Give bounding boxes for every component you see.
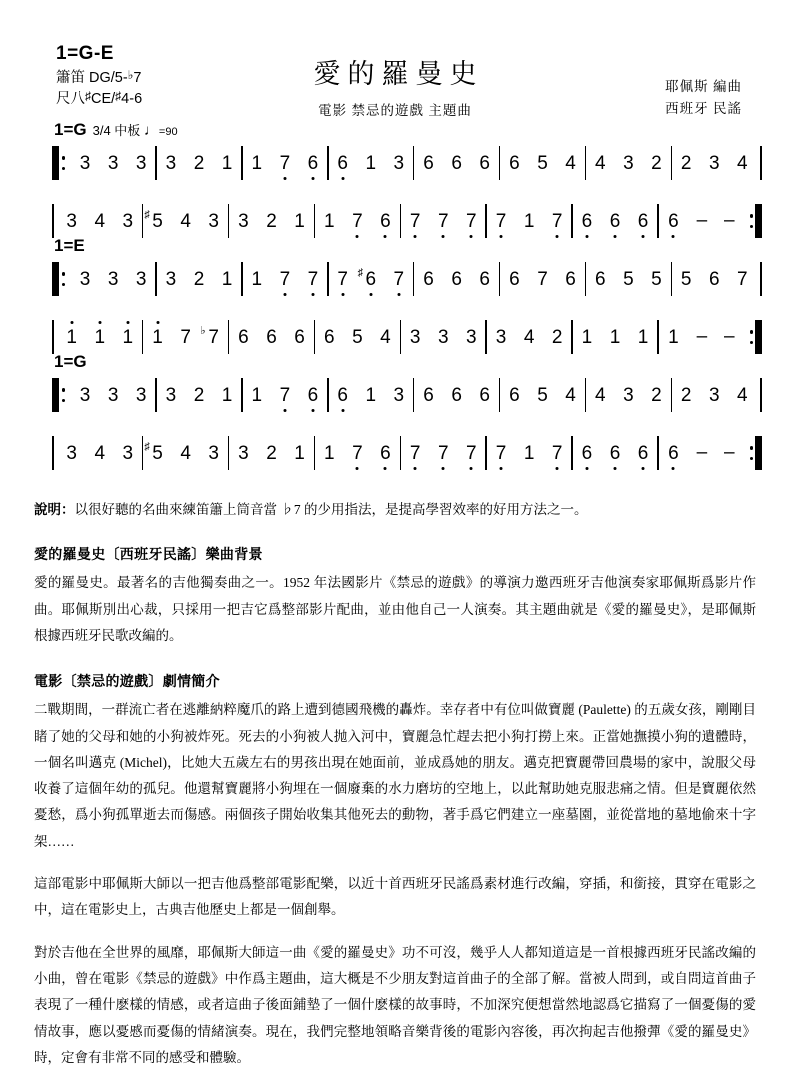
end-barline — [760, 378, 762, 412]
note: 4 — [737, 152, 748, 174]
note: 7 — [279, 152, 291, 174]
repeat-dots — [750, 204, 753, 238]
barline — [57, 262, 59, 296]
note: 6 — [423, 152, 434, 174]
note: 3 — [107, 152, 119, 174]
note: 6 — [451, 384, 462, 406]
measure — [243, 154, 327, 173]
note: 1 — [637, 326, 649, 348]
note: 3 — [238, 210, 249, 232]
note: 7 — [279, 268, 291, 290]
note: 7 — [393, 268, 405, 290]
measure — [586, 154, 670, 173]
note: 6 — [581, 210, 593, 232]
note: 6 — [266, 326, 277, 348]
barline — [57, 378, 59, 412]
shakuhachi-mid: CE/ — [91, 90, 116, 107]
flat-symbol: ♭ — [127, 67, 134, 82]
note: 3 — [66, 442, 77, 464]
measure — [573, 212, 657, 231]
note: 6 — [479, 384, 490, 406]
end-barline — [760, 262, 762, 296]
credits-block — [665, 76, 742, 121]
measure — [58, 328, 142, 347]
section-paragraph: 對於吉他在全世界的風靡，耶佩斯大師這一曲《愛的羅曼史》功不可沒，幾乎人人都知道這是一首根據西班牙民謠改編的小曲，曾在電影《禁忌的遊戲》中作爲主題曲，這大概是不少朋友對這首曲子的全部了解。當被人問到，或自問這首曲子表現了一種什麽樣的情感，或者這曲子後面鋪墊了一個什麽樣的故事時，不加深究便想當然地認爲它描寫了一個憂傷的愛情故事，應以憂慼而憂傷的情緒演奏。現在，我們完整地領略音樂背後的電影內容後，再次拘起吉他撥彈《愛的羅曼史》時，定會有非常不同的感受和體驗。 — [34, 944, 756, 1065]
note: 3 — [135, 384, 147, 406]
measure — [573, 444, 657, 463]
staff-row — [52, 146, 762, 180]
note: 7 — [337, 268, 348, 290]
note: 4 — [737, 384, 748, 406]
repeat-dots — [750, 320, 753, 354]
repeat-end-barline — [747, 436, 762, 470]
key-signature-main: 1=G-E — [56, 43, 114, 64]
note: 6 — [423, 384, 434, 406]
note: 6 — [509, 268, 520, 290]
note: 1 — [523, 210, 535, 232]
note: 2 — [680, 384, 692, 406]
section-paragraph: 愛的羅曼史。最著名的吉他獨奏曲之一。1952 年法國影片《禁忌的遊戲》的導演力邀西班牙吉他演奏家耶佩斯爲影片作曲。耶佩斯別出心裁，只採用一把吉它爲整部影片配曲，並由他自己一人演奏。其主題曲就是《愛的羅曼史》，是耶佩斯根據西班牙民歌改編的。 — [34, 575, 756, 643]
explanation-line — [34, 498, 756, 522]
note: 7 — [495, 442, 507, 464]
measure — [157, 270, 241, 289]
page-title: 愛的羅曼史 — [313, 59, 484, 89]
note: 7 — [495, 210, 507, 232]
note: 2 — [193, 384, 205, 406]
measure — [586, 386, 670, 405]
explanation-text: 以很好聽的名曲來練笛簫上筒音當 ♭7 的少用指法，是提高學習效率的好用方法之一。 — [74, 502, 588, 517]
note: 2 — [651, 152, 662, 174]
barline — [760, 262, 762, 296]
measure — [229, 328, 313, 347]
note: 6 — [637, 442, 649, 464]
note: 3 — [708, 384, 720, 406]
note: 1 — [609, 326, 621, 348]
note: 6 — [323, 326, 335, 348]
note: 6 — [668, 210, 679, 232]
note: 6 — [380, 442, 391, 464]
measure — [487, 444, 571, 463]
note: 1 — [152, 326, 163, 348]
note: 6 — [380, 210, 391, 232]
note: 3 — [437, 326, 449, 348]
note: 6 — [307, 152, 319, 174]
note: 3 — [393, 152, 405, 174]
note: 6 — [479, 152, 490, 174]
note: 1 — [668, 326, 679, 348]
section-paragraph: 這部電影中耶佩斯大師以一把吉他爲整部電影配樂，以近十首西班牙民謠爲素材進行改編，穿插，和銜接，貫穿在電影之中，這在電影史上，古典吉他歷史上都是一個創舉。 — [34, 876, 756, 918]
note: 2 — [680, 152, 692, 174]
score-line — [0, 352, 790, 414]
note: 3 — [238, 442, 249, 464]
note: 1 — [122, 326, 134, 348]
note: 7 — [537, 268, 548, 290]
staff-row — [52, 320, 762, 354]
note: 5 — [537, 152, 548, 174]
measure — [143, 208, 227, 232]
measure — [157, 386, 241, 405]
note-extension-dash: – — [723, 442, 735, 463]
note: 1 — [251, 384, 263, 406]
thick-barline — [757, 204, 762, 238]
note: 4 — [380, 326, 391, 348]
score-line-key-label: 1=G 3/4 中板 ♩=90 — [54, 120, 178, 139]
note: 3 — [466, 326, 477, 348]
note: 6 — [423, 268, 434, 290]
credit-origin: 西班牙 民謠 — [665, 101, 742, 117]
section-paragraph: 二戰期間，一群流亡者在逃離納粹魔爪的路上遭到德國飛機的轟炸。幸存者中有位叫做寶麗 (Paulette) 的五歲女孩，剛剛目睹了她的父母和她的小狗被炸死。死去的小狗被人抛入河中，寶麗急忙趕去把小狗打撈上來。正當她撫摸小狗的遺體時，一個名叫邁克 (Michel)，比她大五歲左右的男孩出現在她面前，並成爲她的朋友。邁克把寶麗帶回農場的家中，說服父母收養了這個年幼的孤兒。他還幫寶麗將小狗埋在一個廢棄的水力磨坊的空地上，以此幫助她克服悲痛之情。但是寶麗依然憂愁，爲小狗孤單逝去而傷感。兩個孩子開始收集其他死去的動物，著手爲它們建立一座墓園，並從當地的墓地偷來十字架…… — [34, 702, 756, 849]
note: 3 — [79, 268, 91, 290]
note: 6 — [307, 384, 319, 406]
note: 4 — [565, 152, 576, 174]
measure — [573, 328, 657, 347]
note: 6 — [337, 384, 348, 406]
credit-arranger: 耶佩斯 編曲 — [665, 79, 742, 94]
note: 3 — [122, 442, 134, 464]
measure — [229, 444, 313, 463]
note: 3 — [623, 384, 634, 406]
barline — [760, 378, 762, 412]
note: 7 — [279, 384, 291, 406]
start-barline — [52, 320, 54, 354]
score-line — [0, 182, 790, 240]
note: 6 — [609, 210, 621, 232]
repeat-start-barline — [52, 146, 67, 180]
measure — [229, 212, 313, 231]
measure — [401, 212, 485, 231]
note: 3 — [393, 384, 405, 406]
note: 3 — [122, 210, 134, 232]
start-barline — [52, 204, 54, 238]
note: 6 — [668, 442, 679, 464]
note: 6 — [451, 268, 462, 290]
thick-barline — [757, 436, 762, 470]
note: 3 — [165, 384, 177, 406]
measure — [71, 270, 155, 289]
note: 3 — [79, 152, 91, 174]
score-line — [0, 414, 790, 472]
measure — [672, 386, 756, 405]
measure — [487, 212, 571, 231]
score-line — [0, 236, 790, 298]
repeat-end-barline — [747, 320, 762, 354]
note: 7 — [737, 268, 748, 290]
repeat-start-barline — [52, 262, 67, 296]
measure — [143, 440, 227, 464]
note: 4 — [94, 442, 106, 464]
staff-row — [52, 204, 762, 238]
note: 2 — [193, 152, 205, 174]
measure — [500, 386, 584, 405]
measure — [315, 328, 399, 347]
note: 1 — [365, 152, 377, 174]
note: 3 — [708, 152, 720, 174]
note: ♯ 6 — [357, 266, 377, 290]
measure — [672, 270, 756, 289]
note: 4 — [180, 210, 191, 232]
note: 1 — [581, 326, 593, 348]
shakuhachi-suffix: 4-6 — [121, 90, 143, 107]
note: 2 — [651, 384, 662, 406]
score-line — [0, 298, 790, 356]
staff-row — [52, 378, 762, 412]
measure — [71, 154, 155, 173]
note: 1 — [94, 326, 106, 348]
article-section — [34, 544, 756, 649]
note: 6 — [337, 152, 348, 174]
measure — [659, 442, 743, 464]
end-barline — [760, 146, 762, 180]
note: 3 — [495, 326, 507, 348]
note: 6 — [509, 384, 520, 406]
note: 1 — [323, 210, 335, 232]
note: 4 — [180, 442, 191, 464]
repeat-dots — [62, 262, 65, 296]
score-line — [0, 120, 790, 182]
note: 3 — [135, 152, 147, 174]
note: 1 — [523, 442, 535, 464]
measure — [243, 270, 327, 289]
barline — [760, 146, 762, 180]
note: 6 — [238, 326, 249, 348]
note: 1 — [323, 442, 335, 464]
note: 2 — [266, 442, 277, 464]
note: 7 — [466, 210, 477, 232]
note: 7 — [409, 210, 421, 232]
measure — [500, 270, 584, 289]
repeat-end-barline — [747, 204, 762, 238]
measure — [414, 270, 498, 289]
note: 1 — [251, 268, 263, 290]
repeat-dots — [62, 378, 65, 412]
note: 7 — [466, 442, 477, 464]
note: 6 — [565, 268, 576, 290]
note: 2 — [551, 326, 563, 348]
note: 1 — [221, 268, 233, 290]
repeat-dots — [62, 146, 65, 180]
document-header — [0, 0, 790, 120]
measure — [672, 154, 756, 173]
note-extension-dash: – — [696, 326, 708, 347]
sharp-symbol-2: ♯ — [115, 88, 122, 103]
measure — [157, 154, 241, 173]
note-extension-dash: – — [723, 210, 735, 231]
barline — [57, 146, 59, 180]
note: 6 — [581, 442, 593, 464]
note: 5 — [352, 326, 363, 348]
note: 4 — [565, 384, 576, 406]
note: 5 — [623, 268, 634, 290]
note: 3 — [66, 210, 77, 232]
note: 7 — [409, 442, 421, 464]
note: 3 — [165, 268, 177, 290]
sharp-symbol-1: ♯ — [85, 88, 91, 103]
measure — [586, 270, 670, 289]
measure — [58, 212, 142, 231]
page-subtitle: 電影 禁忌的遊戲 主題曲 — [318, 103, 472, 118]
note: 6 — [609, 442, 621, 464]
note: 6 — [594, 268, 606, 290]
note: 3 — [107, 268, 119, 290]
note: 7 — [551, 442, 563, 464]
note: 3 — [79, 384, 91, 406]
note: 4 — [94, 210, 106, 232]
measure — [329, 266, 413, 290]
score-line-key-label: 1=E — [54, 236, 85, 255]
measure — [500, 154, 584, 173]
note: 3 — [208, 442, 219, 464]
note-extension-dash: – — [696, 210, 708, 231]
note: 6 — [451, 152, 462, 174]
start-barline — [52, 436, 54, 470]
measure — [659, 210, 743, 232]
sharp-accidental: ♯ — [144, 440, 150, 453]
note: 6 — [509, 152, 520, 174]
note: 4 — [594, 152, 606, 174]
measure — [143, 324, 227, 348]
note: ♭ 7 — [200, 324, 219, 348]
note: 2 — [266, 210, 277, 232]
note: 4 — [594, 384, 606, 406]
note: 7 — [352, 210, 363, 232]
article-section — [34, 671, 756, 1071]
note: 1 — [251, 152, 263, 174]
measure — [414, 154, 498, 173]
note: 7 — [180, 326, 191, 348]
quarter-note-icon: ♩ — [143, 122, 159, 139]
measure — [58, 444, 142, 463]
tempo-marking: 3/4 中板 ♩=90 — [92, 122, 178, 139]
note: 7 — [437, 210, 449, 232]
repeat-dots — [750, 436, 753, 470]
measure — [414, 386, 498, 405]
tempo-bpm: =90 — [158, 126, 178, 138]
note: 2 — [193, 268, 205, 290]
measure — [71, 386, 155, 405]
barline — [52, 204, 54, 238]
sharp-accidental: ♯ — [144, 208, 150, 221]
note: 6 — [479, 268, 490, 290]
note: 1 — [294, 442, 305, 464]
note: 6 — [637, 210, 649, 232]
note: 5 — [651, 268, 662, 290]
note-extension-dash: – — [696, 442, 708, 463]
note: 1 — [221, 384, 233, 406]
flute-prefix: 簫笛 DG/5- — [56, 69, 128, 86]
explanation-label: 說明： — [34, 502, 75, 517]
measure — [315, 444, 399, 463]
note: 7 — [437, 442, 449, 464]
flute-suffix: 7 — [133, 69, 142, 86]
note: 7 — [551, 210, 563, 232]
section-heading: 電影〔禁忌的遊戲〕劇情簡介 — [34, 675, 220, 691]
repeat-start-barline — [52, 378, 67, 412]
numbered-notation-score — [0, 120, 790, 472]
barline — [52, 436, 54, 470]
measure — [659, 326, 743, 348]
note: ♯ 5 — [144, 208, 163, 232]
article-sections — [0, 544, 790, 1071]
note: 5 — [680, 268, 692, 290]
note-extension-dash: – — [723, 326, 735, 347]
note: 3 — [165, 152, 177, 174]
section-heading: 愛的羅曼史〔西班牙民謠〕樂曲背景 — [34, 548, 263, 564]
note: 4 — [523, 326, 535, 348]
measure — [401, 444, 485, 463]
barline — [52, 320, 54, 354]
note: 1 — [294, 210, 305, 232]
note: 7 — [307, 268, 319, 290]
note: 3 — [107, 384, 119, 406]
staff-row — [52, 436, 762, 470]
note: ♯ 5 — [144, 440, 163, 464]
measure — [329, 154, 413, 173]
measure — [329, 386, 413, 405]
note: 1 — [365, 384, 377, 406]
shakuhachi-prefix: 尺八 — [56, 90, 85, 107]
measure — [487, 328, 571, 347]
note: 6 — [294, 326, 305, 348]
note: 1 — [66, 326, 77, 348]
note: 1 — [221, 152, 233, 174]
note: 5 — [537, 384, 548, 406]
measure — [401, 328, 485, 347]
measure — [243, 386, 327, 405]
note: 3 — [208, 210, 219, 232]
note: 6 — [708, 268, 720, 290]
note: 3 — [135, 268, 147, 290]
note: 7 — [352, 442, 363, 464]
sharp-accidental: ♯ — [357, 266, 363, 279]
note: 3 — [409, 326, 421, 348]
staff-row — [52, 262, 762, 296]
thick-barline — [757, 320, 762, 354]
measure — [315, 212, 399, 231]
flat-accidental: ♭ — [200, 324, 206, 337]
score-line-key-label: 1=G — [54, 352, 87, 371]
note: 3 — [623, 152, 634, 174]
